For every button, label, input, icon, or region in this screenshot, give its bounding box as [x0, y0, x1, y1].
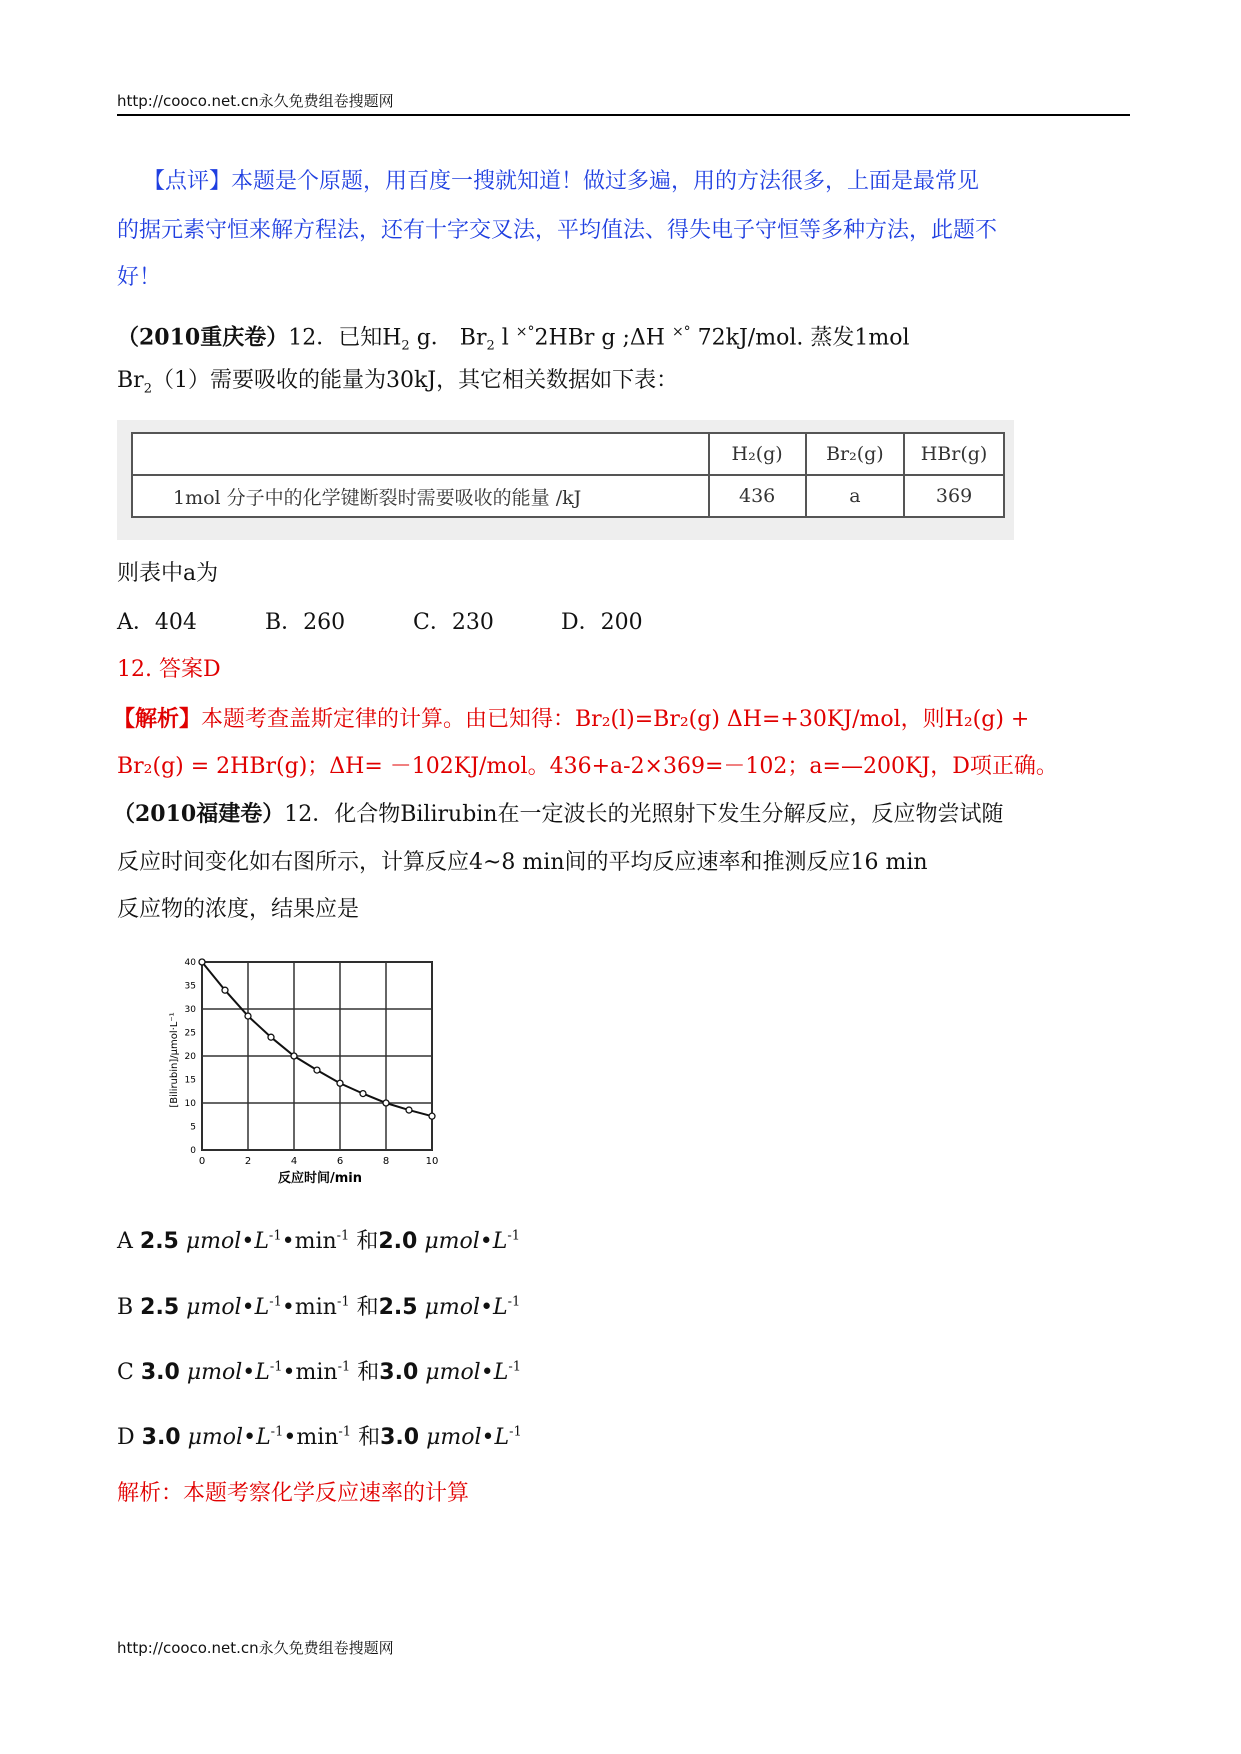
- q2-option-b: B 2.5 $\mu mol•L^{-1}•\min^{-1}$ 和2.5 $\mu mol•L^{-1}$: [117, 1294, 521, 1320]
- table-header-cell: H₂(g): [709, 433, 806, 475]
- x-axis-label: 反应时间/min: [277, 1171, 363, 1186]
- page-footer: [117, 1637, 394, 1658]
- data-point: [383, 1100, 389, 1106]
- q1-table-frame: [117, 420, 1014, 540]
- y-tick-label: 20: [184, 1052, 196, 1062]
- conc-value: 2.5: [378, 1295, 418, 1320]
- y-tick-label: 15: [184, 1075, 196, 1086]
- q1-line-2: $Br_2(1)$需要吸收的能量为30kJ，其它相关数据如下表：: [117, 368, 679, 397]
- conc-value: 2.0: [378, 1229, 418, 1254]
- table-cell: 369: [904, 475, 1004, 517]
- data-point: [360, 1091, 366, 1097]
- equilibrium-symbol: ×°: [515, 324, 535, 340]
- rate-value: 3.0: [140, 1360, 180, 1385]
- table-row: [132, 475, 1004, 517]
- table-header-cell: HBr(g): [904, 433, 1004, 475]
- analysis-tag: 【解析】: [113, 706, 202, 732]
- q2-option-d: D 3.0 $\mu mol•L^{-1}•\min^{-1}$ 和3.0 $\mu mol•L^{-1}$: [117, 1424, 522, 1450]
- table-row: [132, 433, 1004, 475]
- table-header-cell: [132, 433, 709, 475]
- q1-table: [131, 432, 1005, 518]
- data-point: [268, 1034, 274, 1040]
- q1-answer: 12. 答案D: [117, 657, 221, 682]
- x-tick-label: 2: [244, 1156, 252, 1167]
- header-rule: [117, 114, 1130, 116]
- header-url: http://cooco.net.cn: [117, 92, 259, 110]
- conc-value: 3.0: [379, 1360, 419, 1385]
- conc-value: 3.0: [380, 1425, 420, 1450]
- data-point: [245, 1013, 251, 1019]
- data-point: [314, 1067, 320, 1073]
- q1-analysis-2: Br₂(g) = 2HBr(g)；ΔH= －102KJ/mol。436+a-2×369=－102；a=—200KJ，D项正确。: [117, 754, 1058, 779]
- y-tick-label: 40: [184, 958, 196, 968]
- data-point: [199, 959, 205, 965]
- x-tick-label: 6: [336, 1156, 344, 1167]
- y-axis-label: [Bilirubin]/μmol·L⁻¹: [169, 1012, 180, 1108]
- x-tick-label: 10: [425, 1156, 439, 1167]
- y-tick-label: 25: [184, 1028, 196, 1039]
- comment-line-1: 【点评】本题是个原题，用百度一搜就知道！做过多遍，用的方法很多，上面是最常见: [143, 169, 980, 194]
- rate-value: 3.0: [141, 1425, 181, 1450]
- q2-line-1: （2010福建卷）12．化合物Bilirubin在一定波长的光照射下发生分解反应，反应物尝试随: [113, 801, 1004, 827]
- rate-value: 2.5: [139, 1229, 179, 1254]
- chart-grid: [202, 962, 432, 1150]
- bilirubin-chart: [160, 950, 450, 1190]
- x-tick-label: 8: [382, 1156, 390, 1167]
- option-b: B．260: [265, 610, 346, 635]
- series-line: [202, 962, 432, 1116]
- comment-line-3: 好！: [117, 265, 162, 290]
- q2-line-3: 反应物的浓度，结果应是: [117, 897, 360, 922]
- comment-tag: 【点评】: [143, 169, 232, 194]
- data-point: [337, 1080, 343, 1086]
- q2-source: （2010福建卷）: [113, 801, 285, 827]
- q1-source: （2010重庆卷）: [117, 324, 289, 351]
- y-tick-label: 0: [190, 1146, 196, 1156]
- x-tick-label: 0: [198, 1156, 206, 1167]
- q1-prompt: 则表中a为: [117, 561, 219, 586]
- y-tick-label: 5: [190, 1122, 196, 1133]
- table-header-cell: Br₂(g): [806, 433, 904, 475]
- data-point: [291, 1053, 297, 1059]
- y-tick-label: 35: [184, 981, 196, 992]
- footer-site: 永久免费组卷搜题网: [258, 1639, 394, 1657]
- footer-url: http://cooco.net.cn: [117, 1639, 259, 1657]
- y-tick-label: 10: [184, 1099, 196, 1109]
- option-d: D．200: [561, 610, 643, 635]
- option-c: C．230: [413, 610, 494, 635]
- q1-stem: （2010重庆卷）12．已知$H_2$ g． $Br_2$ l ×°2HBr g ;ΔH ×° 72kJ/mol. 蒸发1mol: [117, 324, 910, 354]
- q2-option-a: A 2.5 $\mu mol•L^{-1}•\min^{-1}$ 和2.0 $\mu mol•L^{-1}$: [117, 1228, 521, 1254]
- data-point: [222, 987, 228, 993]
- data-point: [406, 1107, 412, 1113]
- q2-line-2: 反应时间变化如右图所示，计算反应4~8 min间的平均反应速率和推测反应16 min: [117, 850, 928, 875]
- header-site: 永久免费组卷搜题网: [258, 92, 394, 110]
- table-cell: a: [806, 475, 904, 517]
- chart-points: [199, 959, 435, 1119]
- y-tick-label: 30: [184, 1005, 196, 1015]
- q1-analysis-1: 【解析】本题考查盖斯定律的计算。由已知得：Br₂(l)=Br₂(g) ΔH=+30KJ/mol，则H₂(g) +: [113, 706, 1030, 732]
- equals-symbol: ×°: [671, 324, 691, 340]
- q2-analysis: 解析：本题考察化学反应速率的计算: [117, 1481, 470, 1506]
- table-row-label: 1mol 分子中的化学键断裂时需要吸收的能量 /kJ: [132, 475, 709, 517]
- q2-option-c: C 3.0 $\mu mol•L^{-1}•\min^{-1}$ 和3.0 $\mu mol•L^{-1}$: [117, 1359, 521, 1385]
- rate-value: 2.5: [140, 1295, 180, 1320]
- data-point: [429, 1113, 435, 1119]
- comment-line-2: 的据元素守恒来解方程法，还有十字交叉法，平均值法、得失电子守恒等多种方法，此题不: [117, 218, 998, 243]
- page-header: [117, 90, 394, 111]
- table-cell: 436: [709, 475, 806, 517]
- x-tick-label: 4: [290, 1156, 298, 1167]
- q1-options: [117, 609, 643, 637]
- option-a: A．404: [117, 610, 197, 635]
